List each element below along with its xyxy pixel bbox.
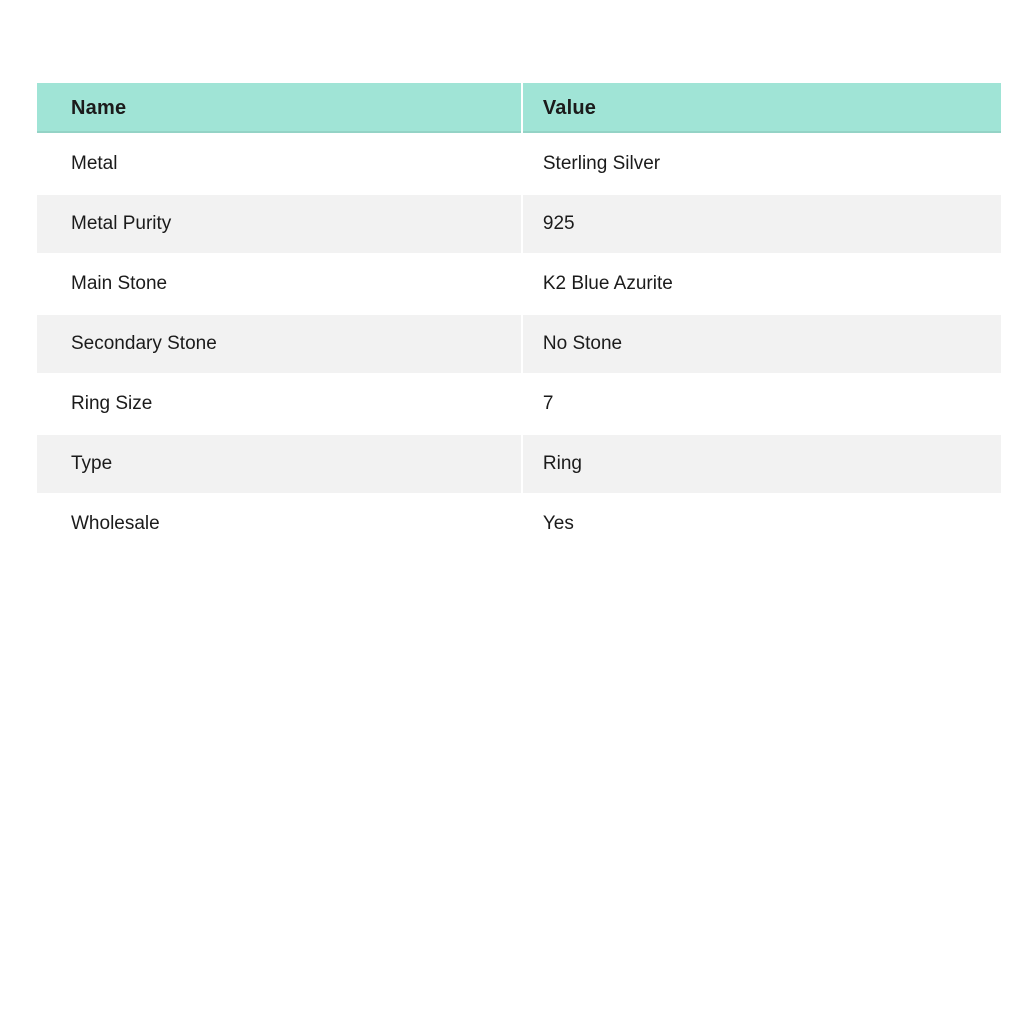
table-row	[37, 195, 1001, 253]
spec-name-cell: Metal Purity	[37, 195, 521, 253]
table-row	[37, 435, 1001, 493]
table-row	[37, 375, 1001, 433]
spec-name-cell: Main Stone	[37, 255, 521, 313]
table-body	[37, 135, 1001, 553]
spec-name-cell: Metal	[37, 135, 521, 193]
spec-name-cell: Ring Size	[37, 375, 521, 433]
spec-value-cell: Ring	[523, 435, 1001, 493]
table-header	[37, 83, 1001, 133]
spec-value-cell: 7	[523, 375, 1001, 433]
table-row	[37, 255, 1001, 313]
header-row	[37, 83, 1001, 133]
spec-value-cell: Yes	[523, 495, 1001, 553]
spec-name-cell: Wholesale	[37, 495, 521, 553]
header-cell-name: Name	[37, 83, 521, 133]
spec-value-cell: K2 Blue Azurite	[523, 255, 1001, 313]
spec-value-cell: Sterling Silver	[523, 135, 1001, 193]
table-row	[37, 315, 1001, 373]
spec-value-cell: 925	[523, 195, 1001, 253]
product-spec-table	[35, 81, 1003, 555]
table-row	[37, 495, 1001, 553]
spec-value-cell: No Stone	[523, 315, 1001, 373]
spec-name-cell: Type	[37, 435, 521, 493]
header-cell-value: Value	[523, 83, 1001, 133]
spec-name-cell: Secondary Stone	[37, 315, 521, 373]
table-row	[37, 135, 1001, 193]
